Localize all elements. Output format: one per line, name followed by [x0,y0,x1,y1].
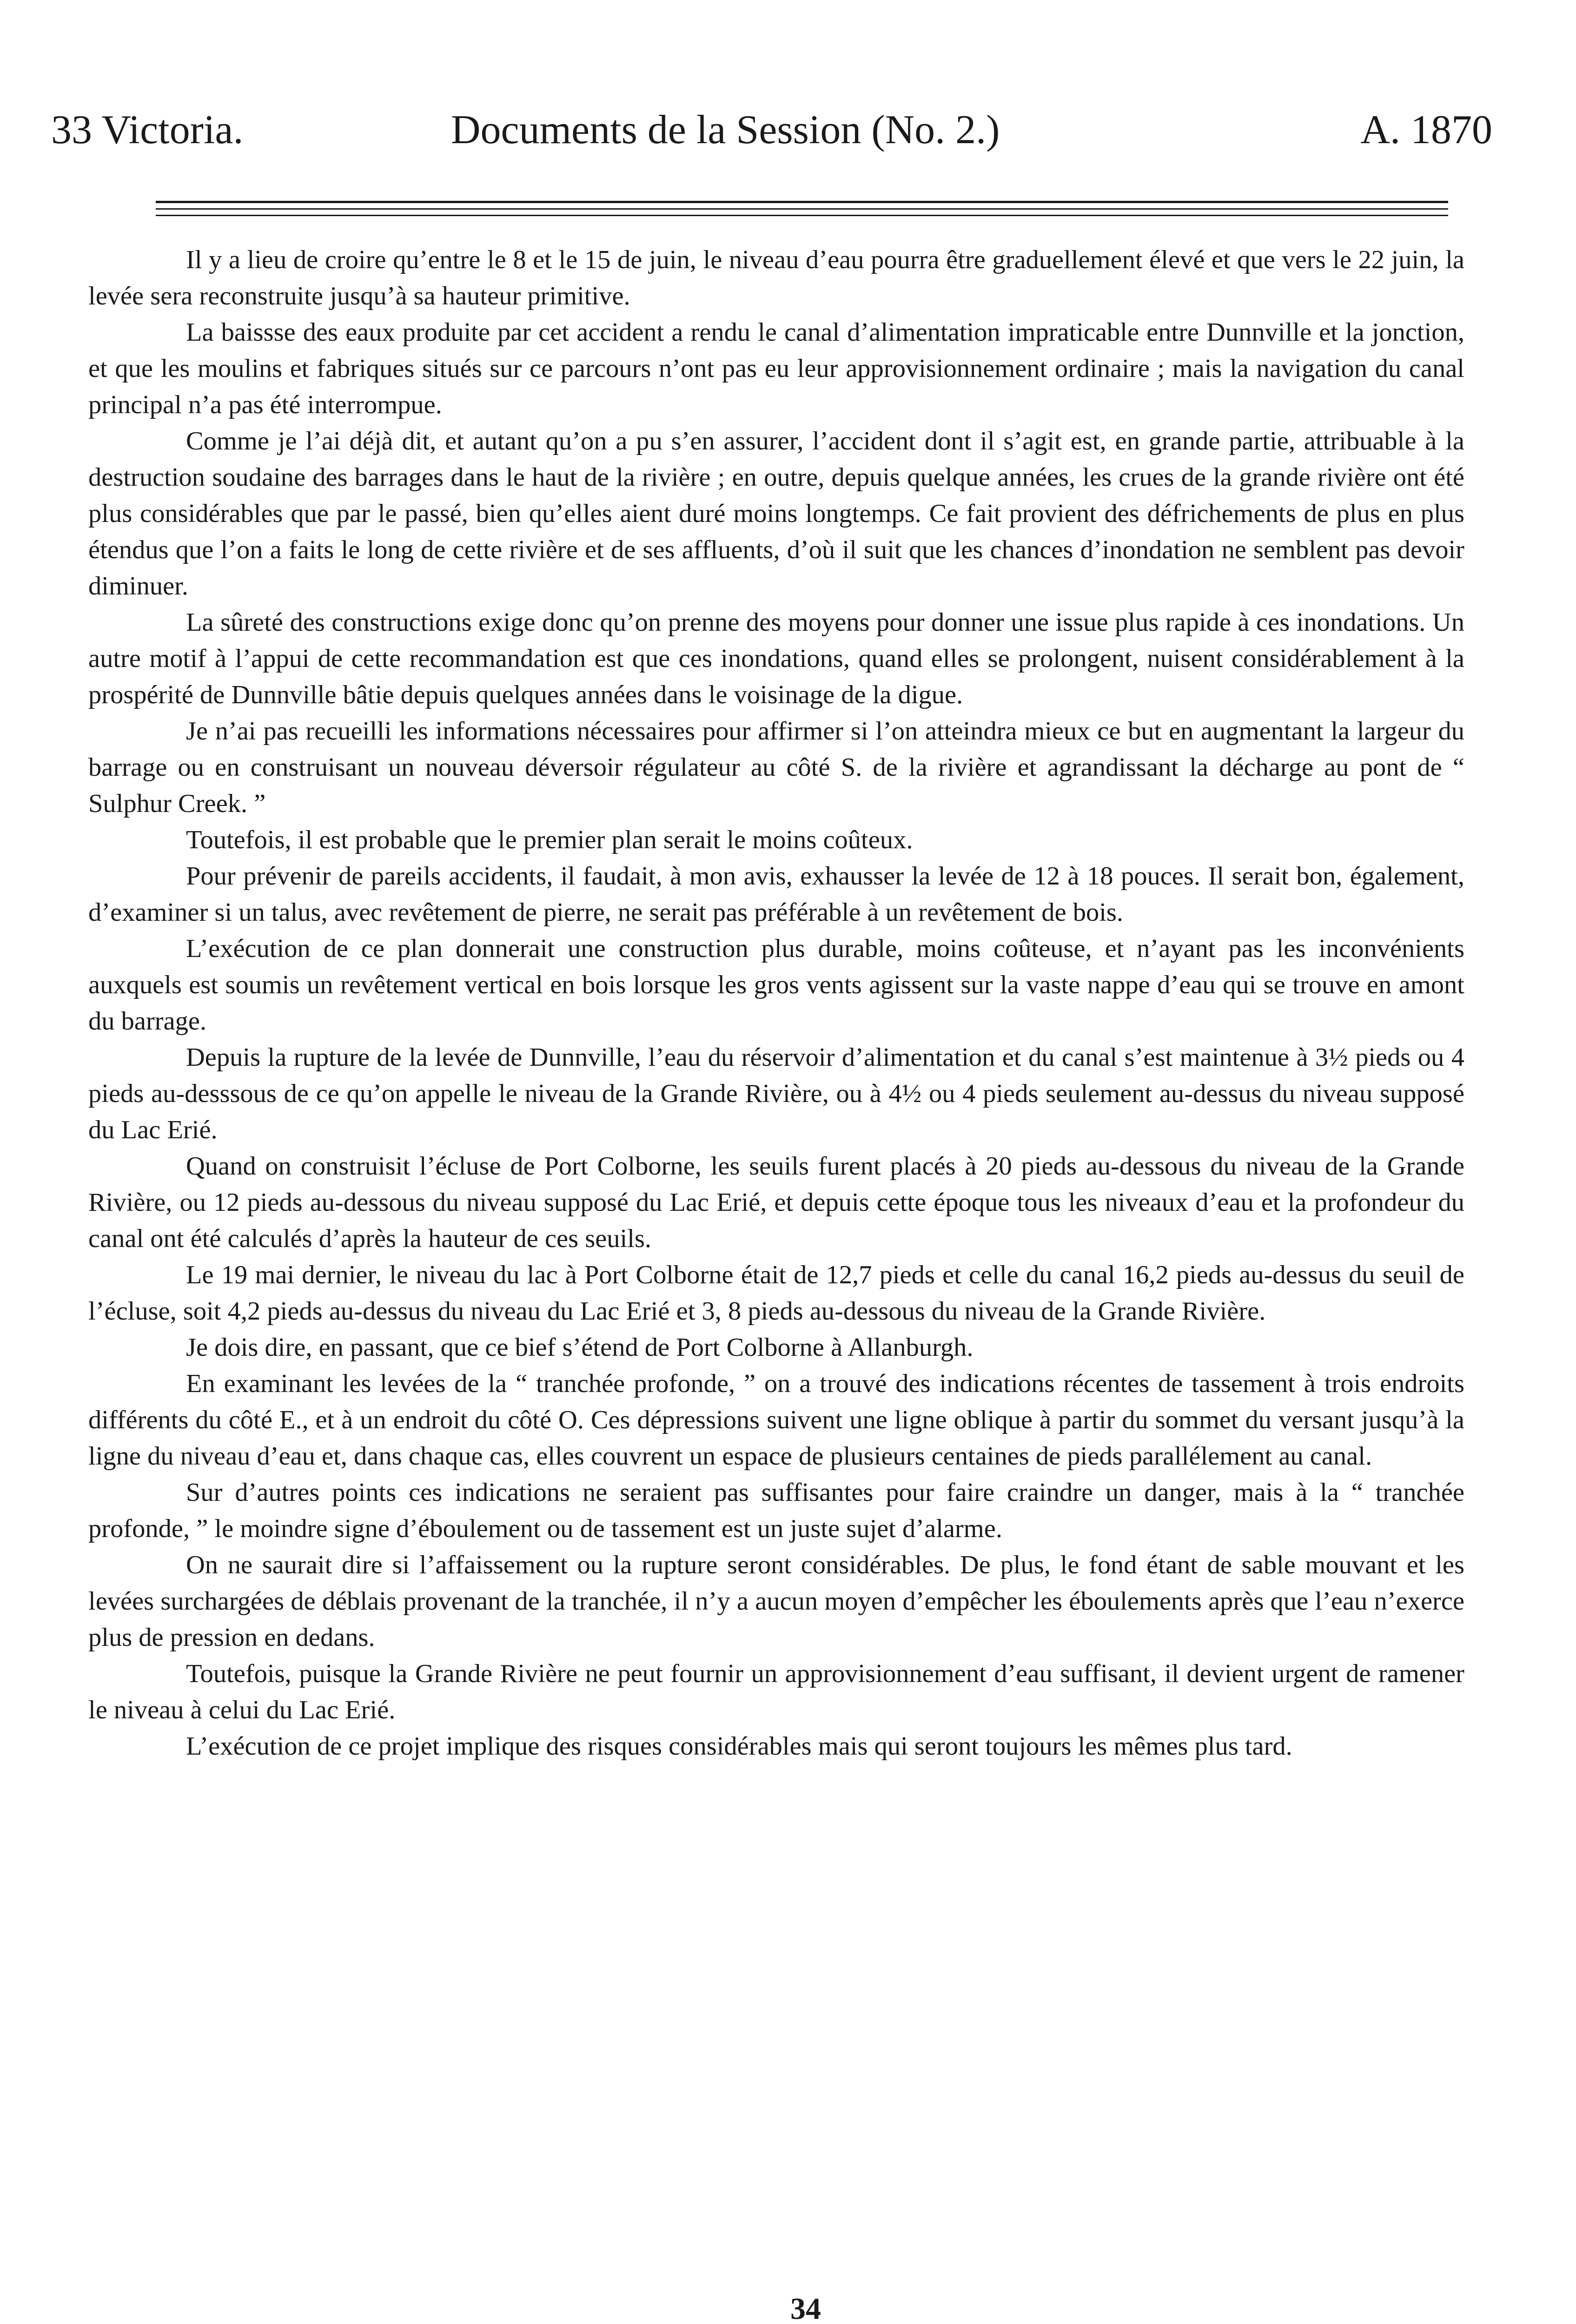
paragraph: Je n’ai pas recueilli les informations nécessaires pour affirmer si l’on atteindra mieux ce but en augmentant la largeur du barrage ou en construisant un nouveau déversoir régulateur au côté S. de la rivière et agrandissant la décharge au pont de “ Sulphur Creek. ” [88,717,1464,818]
header-year: A. 1870 [1360,107,1492,152]
paragraph: Pour prévenir de pareils accidents, il faudait, à mon avis, exhausser la levée de 12 à 18 pouces. Il serait bon, également, d’examiner si un talus, avec revêtement de pierre, ne serait pas préférable à un revêtement de bois. [88,862,1464,927]
paragraph: L’exécution de ce plan donnerait une construction plus durable, moins coûteuse, et n’ayant pas les inconvénients auxquels est soumis un revêtement vertical en bois lorsque les gros vents agissent sur la vaste nappe d’eau qui se trouve en amont du barrage. [88,934,1464,1036]
paragraph: Sur d’autres points ces indications ne seraient pas suffisantes pour faire craindre un danger, mais à la “ tranchée profonde, ” le moindre signe d’éboulement ou de tassement est un juste sujet d’alarme. [88,1478,1464,1543]
paragraph: Comme je l’ai déjà dit, et autant qu’on a pu s’en assurer, l’accident dont il s’agit est, en grande partie, attribuable à la destruction soudaine des barrages dans le haut de la rivière ; en outre, depuis quelque années, les crues de la grande rivière ont été plus considérables que par le passé, bien qu’elles aient duré moins longtemps. Ce fait provient des défrichements de plus en plus étendus que l’on a faits le long de cette rivière et de ses affluents, d’où il suit que les chances d’inondation ne semblent pas devoir diminuer. [88,427,1464,601]
header-title: Documents de la Session (No. 2.) [451,107,1000,152]
paragraph: Depuis la rupture de la levée de Dunnville, l’eau du réservoir d’alimentation et du canal s’est maintenue à 3½ pieds ou 4 pieds au-desssous de ce qu’on appelle le niveau de la Grande Rivière, ou à 4½ ou 4 pieds seulement au-dessus du niveau supposé du Lac Erié. [88,1043,1464,1144]
paragraph: Toutefois, il est probable que le premier plan serait le moins coûteux. [186,825,913,854]
paragraph: Toutefois, puisque la Grande Rivière ne peut fournir un approvisionnement d’eau suffisant, il devient urgent de ramener le niveau à celui du Lac Erié. [88,1659,1464,1724]
paragraph: Le 19 mai dernier, le niveau du lac à Port Colborne était de 12,7 pieds et celle du canal 16,2 pieds au-dessus du seuil de l’écluse, soit 4,2 pieds au-dessus du niveau du Lac Erié et 3, 8 pieds au-dessous du niveau de la Grande Rivière. [88,1261,1464,1326]
paragraph: On ne saurait dire si l’affaissement ou la rupture seront considérables. De plus, le fond étant de sable mouvant et les levées surchargées de déblais provenant de la tranchée, il n’y a aucun moyen d’empêcher les éboulements après que l’eau n’exerce plus de pression en dedans. [88,1551,1464,1652]
paragraph: Quand on construisit l’écluse de Port Colborne, les seuils furent placés à 20 pieds au-dessous du niveau de la Grande Rivière, ou 12 pieds au-dessous du niveau supposé du Lac Erié, et depuis cette époque tous les niveaux d’eau et la profondeur du canal ont été calculés d’après la hauteur de ces seuils. [88,1152,1464,1253]
paragraph: Il y a lieu de croire qu’entre le 8 et le 15 de juin, le niveau d’eau pourra être graduellement élevé et que vers le 22 juin, la levée sera reconstruite jusqu’à sa hauteur primitive. [88,245,1464,310]
paragraph: En examinant les levées de la “ tranchée profonde, ” on a trouvé des indications récentes de tassement à trois endroits différents du côté E., et à un endroit du côté O. Ces dépressions suivent une ligne oblique à partir du sommet du versant jusqu’à la ligne du niveau d’eau et, dans chaque cas, elles couvrent un espace de plusieurs centaines de pieds parallélement au canal. [88,1369,1464,1471]
header-rule-top [156,201,1448,203]
paragraph: L’exécution de ce projet implique des risques considérables mais qui seront toujours les mêmes plus tard. [186,1732,1292,1761]
page-header [51,100,1492,160]
header-volume: 33 Victoria. [51,107,244,152]
paragraph: Je dois dire, en passant, que ce bief s’étend de Port Colborne à Allanburgh. [186,1333,973,1362]
paragraph: La baissse des eaux produite par cet accident a rendu le canal d’alimentation impraticable entre Dunnville et la jonction, et que les moulins et fabriques situés sur ce parcours n’ont pas eu leur approvisionnement ordinaire ; mais la navigation du canal principal n’a pas été interrompue. [88,318,1464,419]
header-rule-middle [156,208,1448,210]
page-number: 34 [790,2292,821,2324]
body-text [88,242,1464,1764]
paragraph: La sûreté des constructions exige donc qu’on prenne des moyens pour donner une issue plus rapide à ces inondations. Un autre motif à l’appui de cette recommandation est que ces inondations, quand elles se prolongent, nuisent considérablement à la prospérité de Dunnville bâtie depuis quelques années dans le voisinage de la digue. [88,608,1464,709]
header-rule-bottom [156,215,1448,216]
